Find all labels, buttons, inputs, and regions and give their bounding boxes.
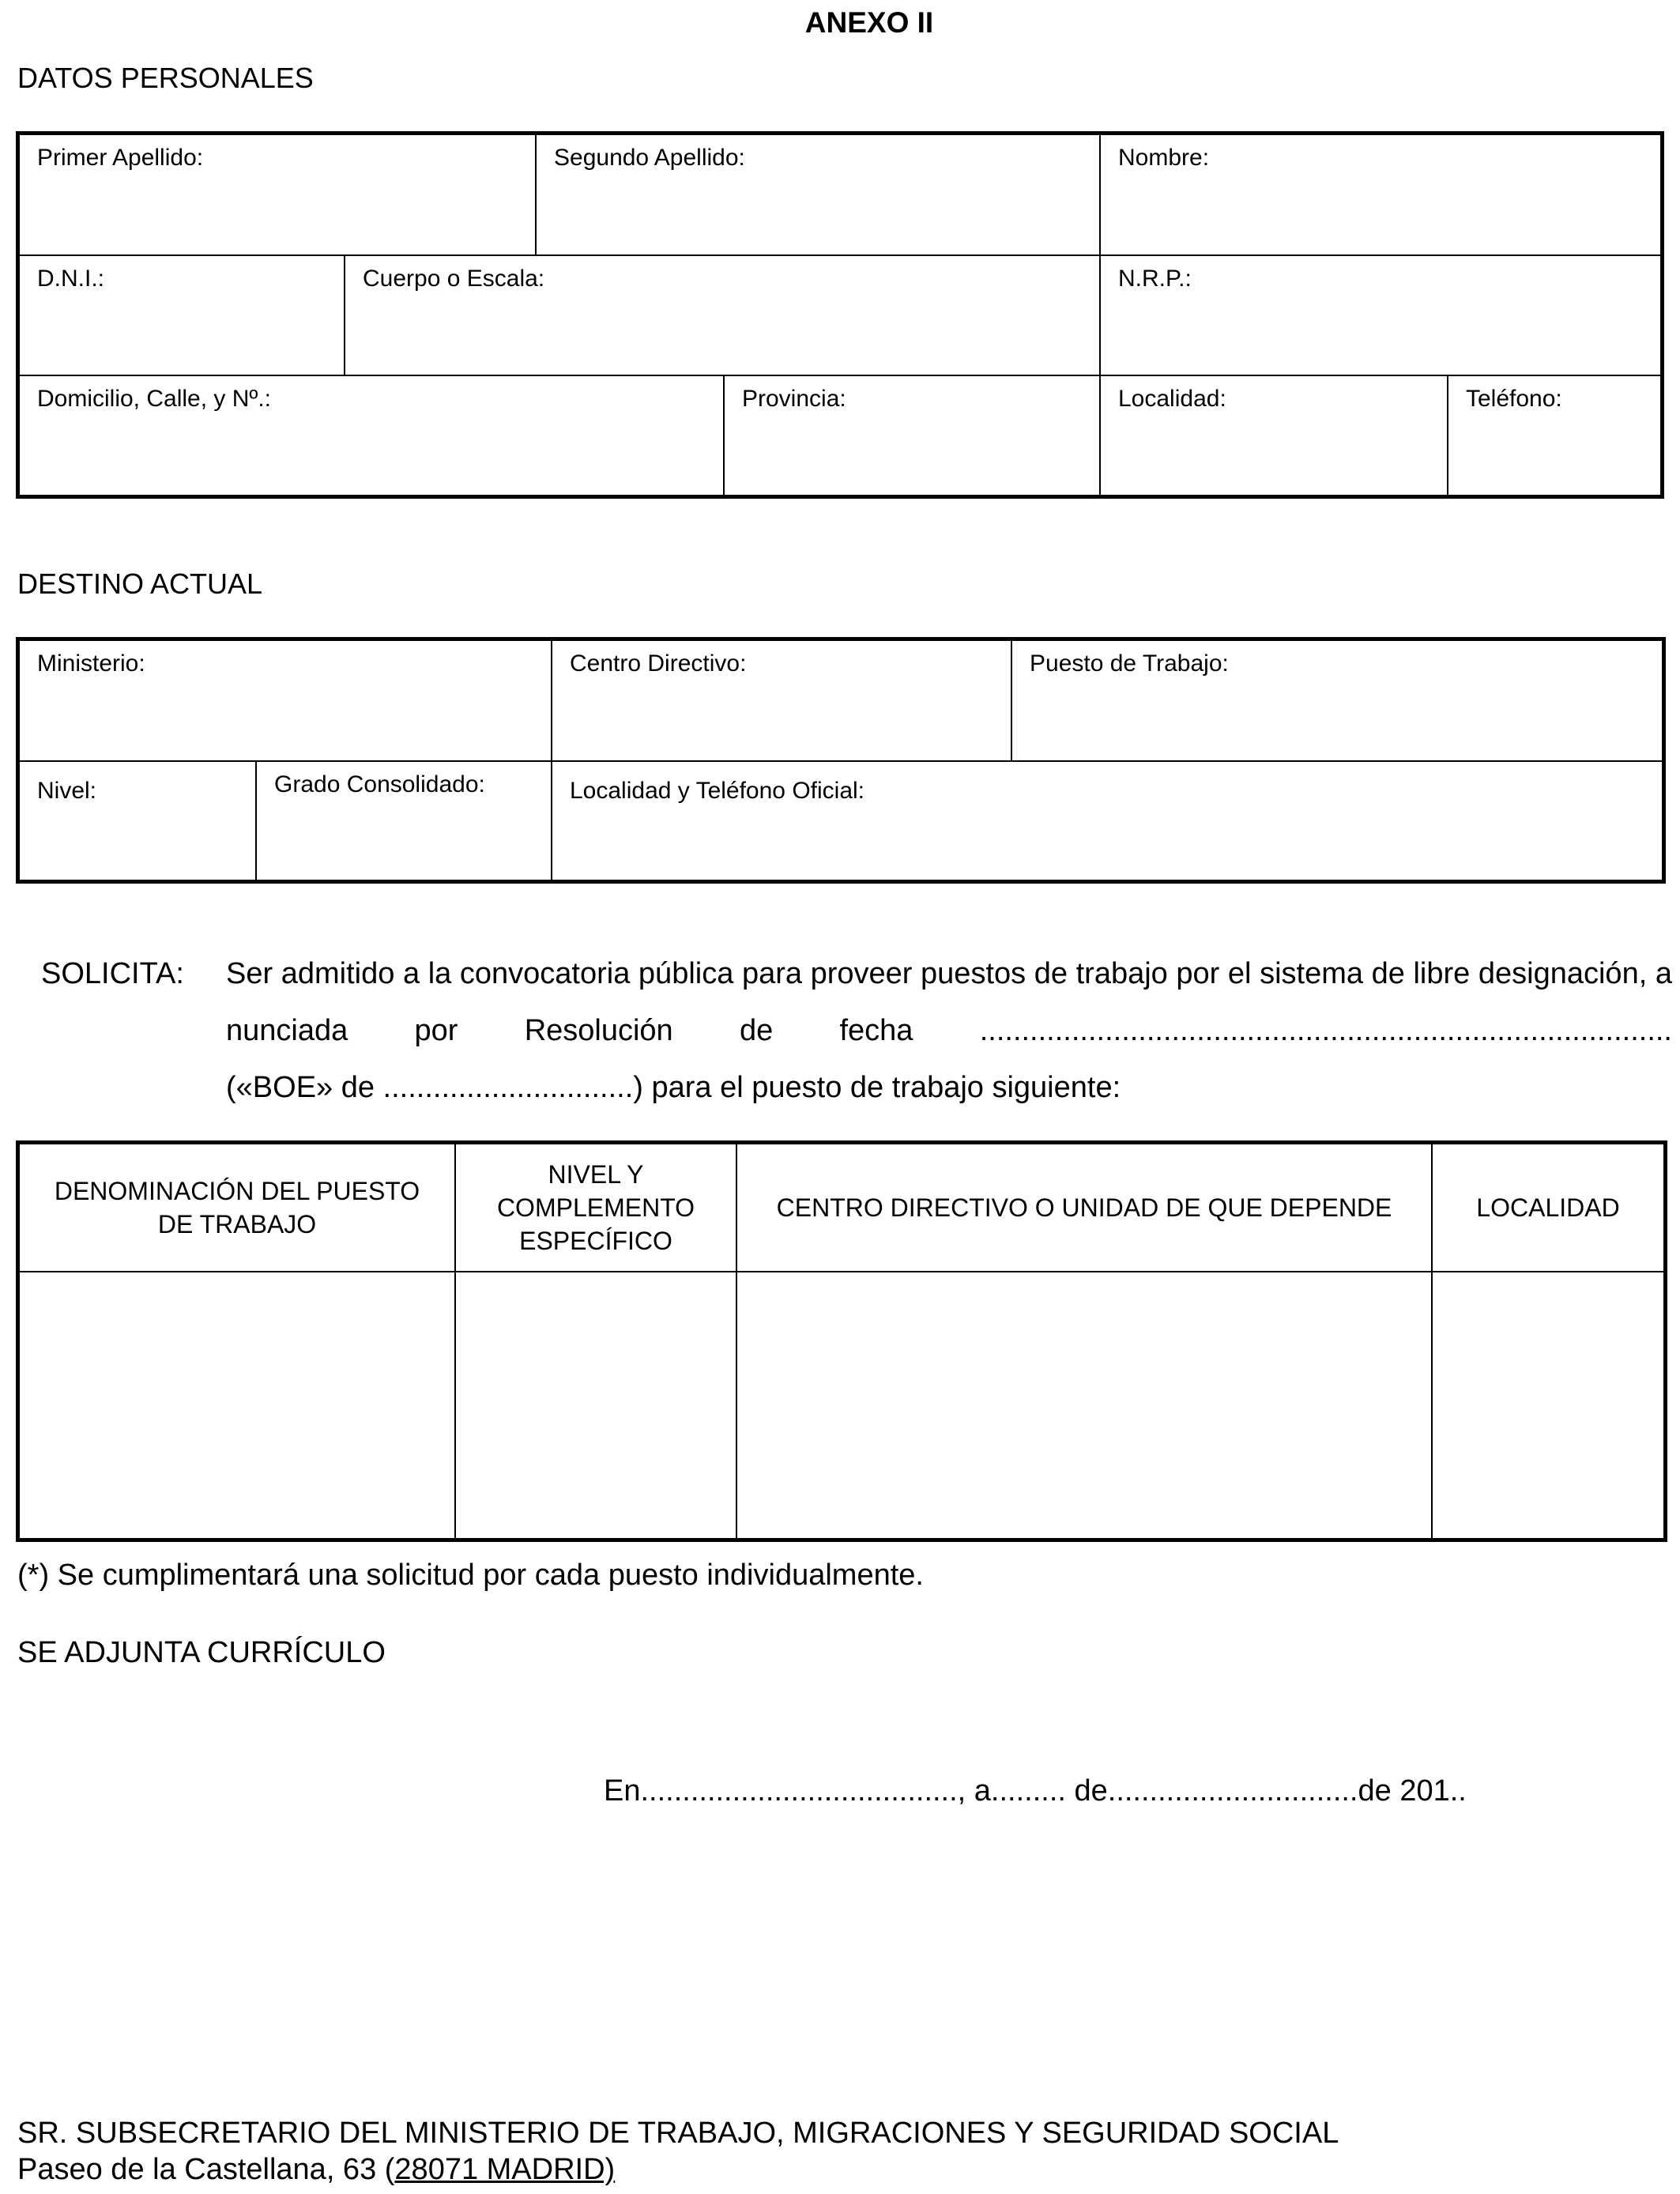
address-street: Paseo de la Castellana, 63 ( xyxy=(17,2153,395,2186)
datos-personales-heading: DATOS PERSONALES xyxy=(17,62,314,94)
field-nombre[interactable] xyxy=(1099,135,1660,254)
field-grado-consolidado[interactable] xyxy=(255,760,551,880)
destino-actual-heading: DESTINO ACTUAL xyxy=(17,567,263,600)
solicita-label: SOLICITA: xyxy=(41,957,184,990)
field-nivel[interactable] xyxy=(20,760,255,880)
field-domicilio[interactable] xyxy=(20,375,723,495)
datos-personales-table xyxy=(16,131,1664,499)
solicita-paragraph: Ser admitido a la convocatoria pública para proveer puestos de trabajo por el sistema de libre designación, anunciada por Resolución de fecha ................................................................................... xyxy=(226,957,1672,1047)
place-date-line: En......................................, a......... de..............................de 201.. xyxy=(604,1774,1467,1808)
solicita-boe-line: («BOE» de ..............................) para el puesto de trabajo siguiente: xyxy=(226,1071,1121,1104)
document-title: ANEXO II xyxy=(804,6,934,39)
field-label: Primer Apellido: xyxy=(37,145,204,171)
address-postal-city: 28071 MADRID) xyxy=(394,2153,616,2186)
field-label: Localidad y Teléfono Oficial: xyxy=(570,778,865,804)
addressee-line: SR. SUBSECRETARIO DEL MINISTERIO DE TRABAJO, MIGRACIONES Y SEGURIDAD SOCIAL xyxy=(17,2117,1339,2150)
field-label: Localidad: xyxy=(1118,386,1226,412)
entry-localidad[interactable] xyxy=(1431,1272,1663,1538)
field-nrp[interactable] xyxy=(1099,254,1660,375)
field-label: Nivel: xyxy=(37,778,97,804)
entry-nivel-complemento[interactable] xyxy=(454,1272,736,1538)
field-cuerpo-escala[interactable] xyxy=(344,254,1099,375)
field-label: Nombre: xyxy=(1118,145,1210,171)
field-label: Segundo Apellido: xyxy=(554,145,745,171)
field-label: Cuerpo o Escala: xyxy=(363,266,545,292)
header-localidad: LOCALIDAD xyxy=(1431,1144,1663,1271)
header-nivel-complemento: NIVEL Y COMPLEMENTO ESPECÍFICO xyxy=(454,1144,736,1271)
field-label: Provincia: xyxy=(742,386,846,412)
entry-centro-directivo[interactable] xyxy=(736,1272,1431,1538)
header-denominacion: DENOMINACIÓN DEL PUESTO DE TRABAJO xyxy=(54,1177,420,1238)
field-label: Teléfono: xyxy=(1466,386,1562,412)
destino-actual-table xyxy=(16,637,1666,884)
field-label: Centro Directivo: xyxy=(570,650,747,677)
field-label: D.N.I.: xyxy=(37,266,105,292)
solicita-text xyxy=(226,945,1672,1116)
field-label: N.R.P.: xyxy=(1118,266,1192,292)
field-label: Ministerio: xyxy=(37,650,145,677)
field-label: Grado Consolidado: xyxy=(274,771,485,797)
field-label: Domicilio, Calle, y Nº.: xyxy=(37,386,272,412)
field-puesto-trabajo[interactable] xyxy=(1011,641,1662,760)
field-localidad[interactable] xyxy=(1099,375,1447,495)
field-segundo-apellido[interactable] xyxy=(535,135,1099,254)
field-dni[interactable] xyxy=(20,254,344,375)
field-primer-apellido[interactable] xyxy=(20,135,535,254)
puesto-table xyxy=(16,1140,1667,1542)
field-telefono[interactable] xyxy=(1447,375,1660,495)
field-label: Puesto de Trabajo: xyxy=(1030,650,1229,677)
field-localidad-telefono-oficial[interactable] xyxy=(551,760,1662,880)
field-ministerio[interactable] xyxy=(20,641,551,760)
field-provincia[interactable] xyxy=(723,375,1099,495)
se-adjunta-curriculo: SE ADJUNTA CURRÍCULO xyxy=(17,1636,386,1669)
header-centro-directivo: CENTRO DIRECTIVO O UNIDAD DE QUE DEPENDE xyxy=(736,1144,1431,1271)
address-line xyxy=(17,2153,615,2187)
field-centro-directivo[interactable] xyxy=(551,641,1011,760)
entry-denominacion[interactable] xyxy=(20,1272,454,1538)
footnote: (*) Se cumplimentará una solicitud por cada puesto individualmente. xyxy=(17,1559,924,1592)
